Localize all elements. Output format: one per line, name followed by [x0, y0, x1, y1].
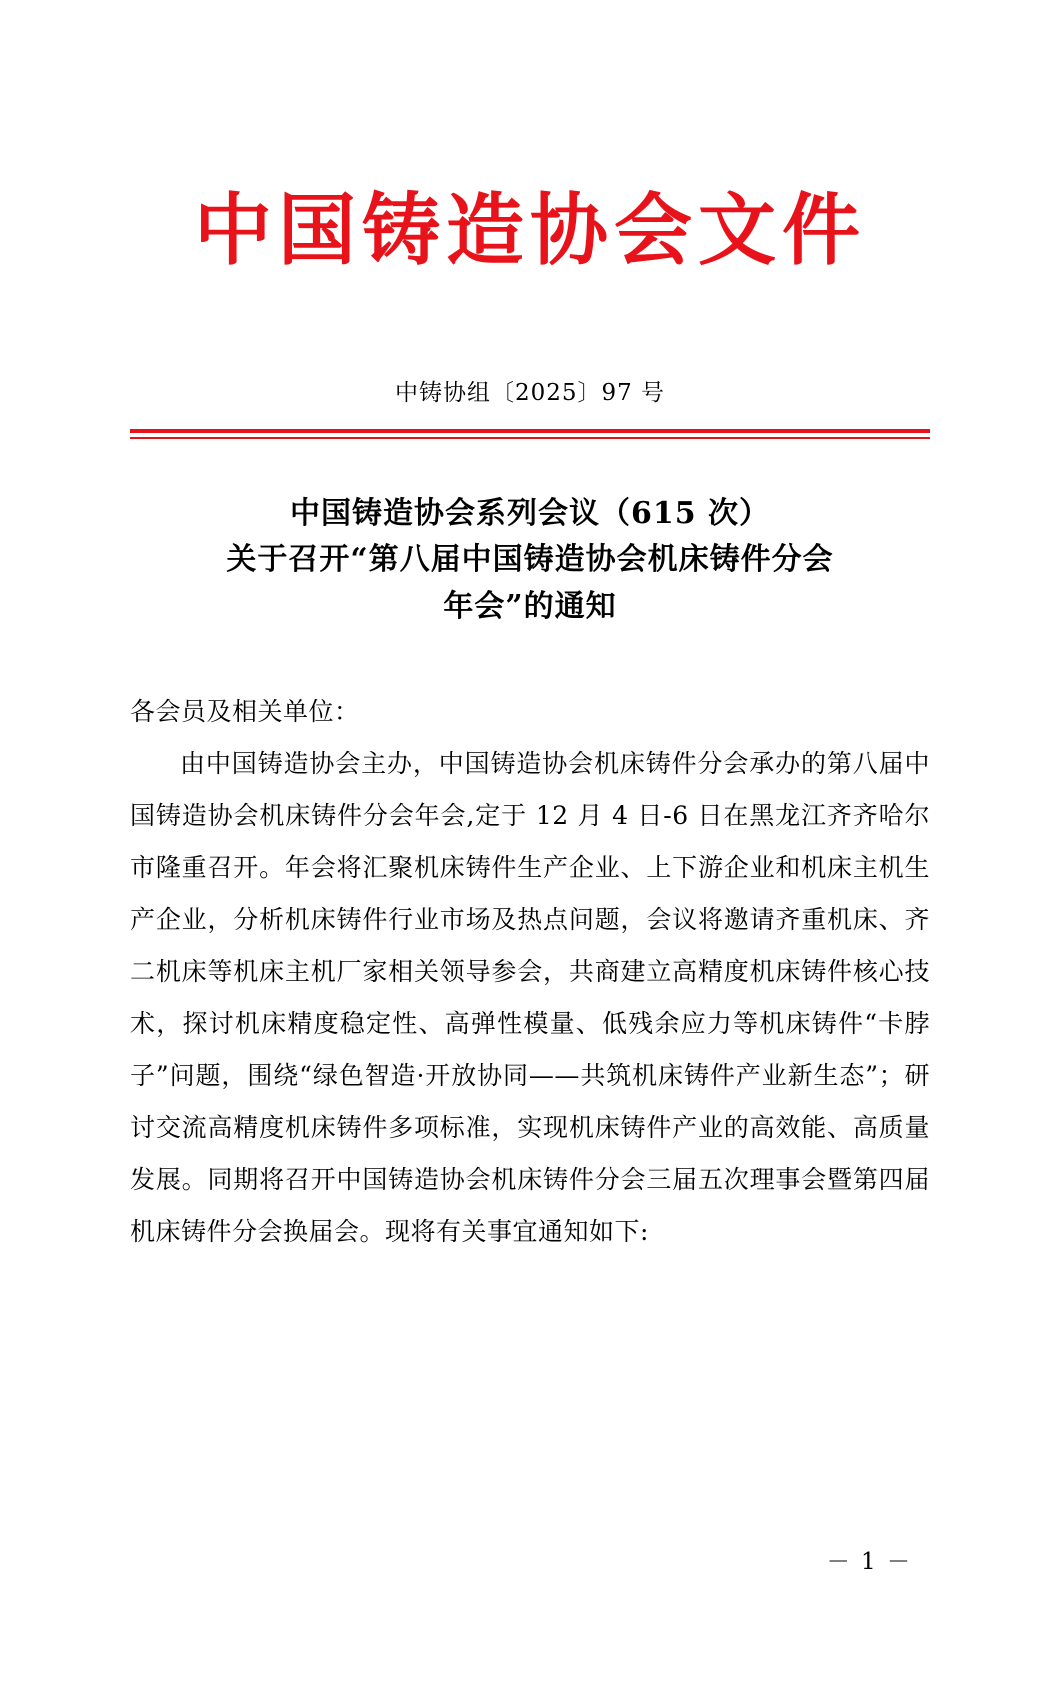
document-page	[0, 185, 1060, 1688]
document-number: 中铸协组〔2025〕97 号	[394, 379, 666, 406]
page-number: － 1 －	[826, 1549, 912, 1575]
notice-title-line-3: 年会”的通知	[443, 588, 617, 624]
red-rule-thin	[130, 437, 930, 439]
masthead-title: 中国铸造协会文件	[193, 185, 866, 276]
salutation: 各会员及相关单位：	[130, 697, 360, 727]
notice-title	[180, 491, 880, 631]
notice-title-line-1: 中国铸造协会系列会议（615 次）	[289, 495, 771, 531]
red-divider	[130, 429, 930, 439]
body-paragraph: 由中国铸造协会主办，中国铸造协会机床铸件分会承办的第八届中国铸造协会机床铸件分会年会,定于 12 月 4 日-6 日在黑龙江齐齐哈尔市隆重召开。年会将汇聚机床铸件生产企业、上下游企业和机床主机生产企业，分析机床铸件行业市场及热点问题，会议将邀请齐重机床、齐二机床等机床主机厂家相关领导参会，共商建立高精度机床铸件核心技术，探讨机床精度稳定性、高弹性模量、低残余应力等机床铸件“卡脖子”问题，围绕“绿色智造·开放协同——共筑机床铸件产业新生态”；研讨交流高精度机床铸件多项标准，实现机床铸件产业的高效能、高质量发展。同期将召开中国铸造协会机床铸件分会三届五次理事会暨第四届机床铸件分会换届会。现将有关事宜通知如下:	[130, 749, 930, 1247]
notice-title-line-2: 关于召开“第八届中国铸造协会机床铸件分会	[226, 542, 834, 578]
document-body	[130, 686, 930, 1258]
red-rule-thick	[130, 429, 930, 433]
